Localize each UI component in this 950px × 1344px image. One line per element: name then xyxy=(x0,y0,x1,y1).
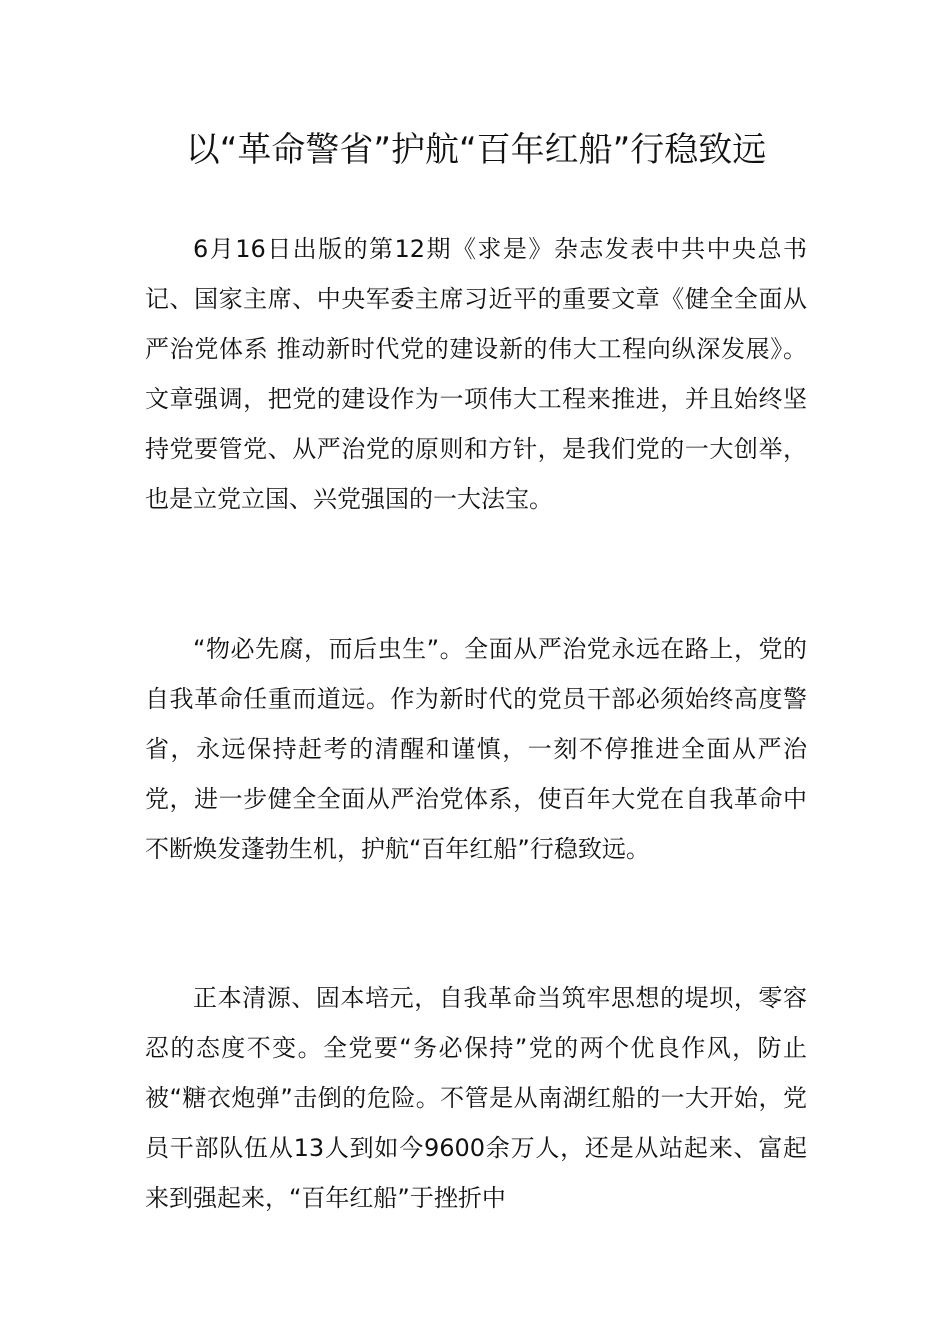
paragraph-2: “物必先腐，而后虫生”。全面从严治党永远在路上，党的自我革命任重而道远。作为新时代的党员干部必须始终高度警省，永远保持赶考的清醒和谨慎，一刻不停推进全面从严治党，进一步健全全面从严治党体系，使百年大党在自我革命中不断焕发蓬勃生机，护航“百年红船”行稳致远。 xyxy=(145,635,807,863)
document-title: 以“革命警省”护航“百年红船”行稳致远 xyxy=(185,130,767,170)
paragraph-1: 6月16日出版的第12期《求是》杂志发表中共中央总书记、国家主席、中央军委主席习近平的重要文章《健全全面从严治党体系 推动新时代党的建设新的伟大工程向纵深发展》。文章强调，把党的建设作为一项伟大工程来推进，并且始终坚持党要管党、从严治党的原则和方针，是我们党的一大创举，也是立党立国、兴党强国的一大法宝。 xyxy=(145,235,807,513)
paragraph-3: 正本清源、固本培元，自我革命当筑牢思想的堤坝，零容忍的态度不变。全党要“务必保持”党的两个优良作风，防止被“糖衣炮弹”击倒的危险。不管是从南湖红船的一大开始，党员干部队伍从13人到如今9600余万人，还是从站起来、富起来到强起来，“百年红船”于挫折中 xyxy=(145,984,807,1212)
